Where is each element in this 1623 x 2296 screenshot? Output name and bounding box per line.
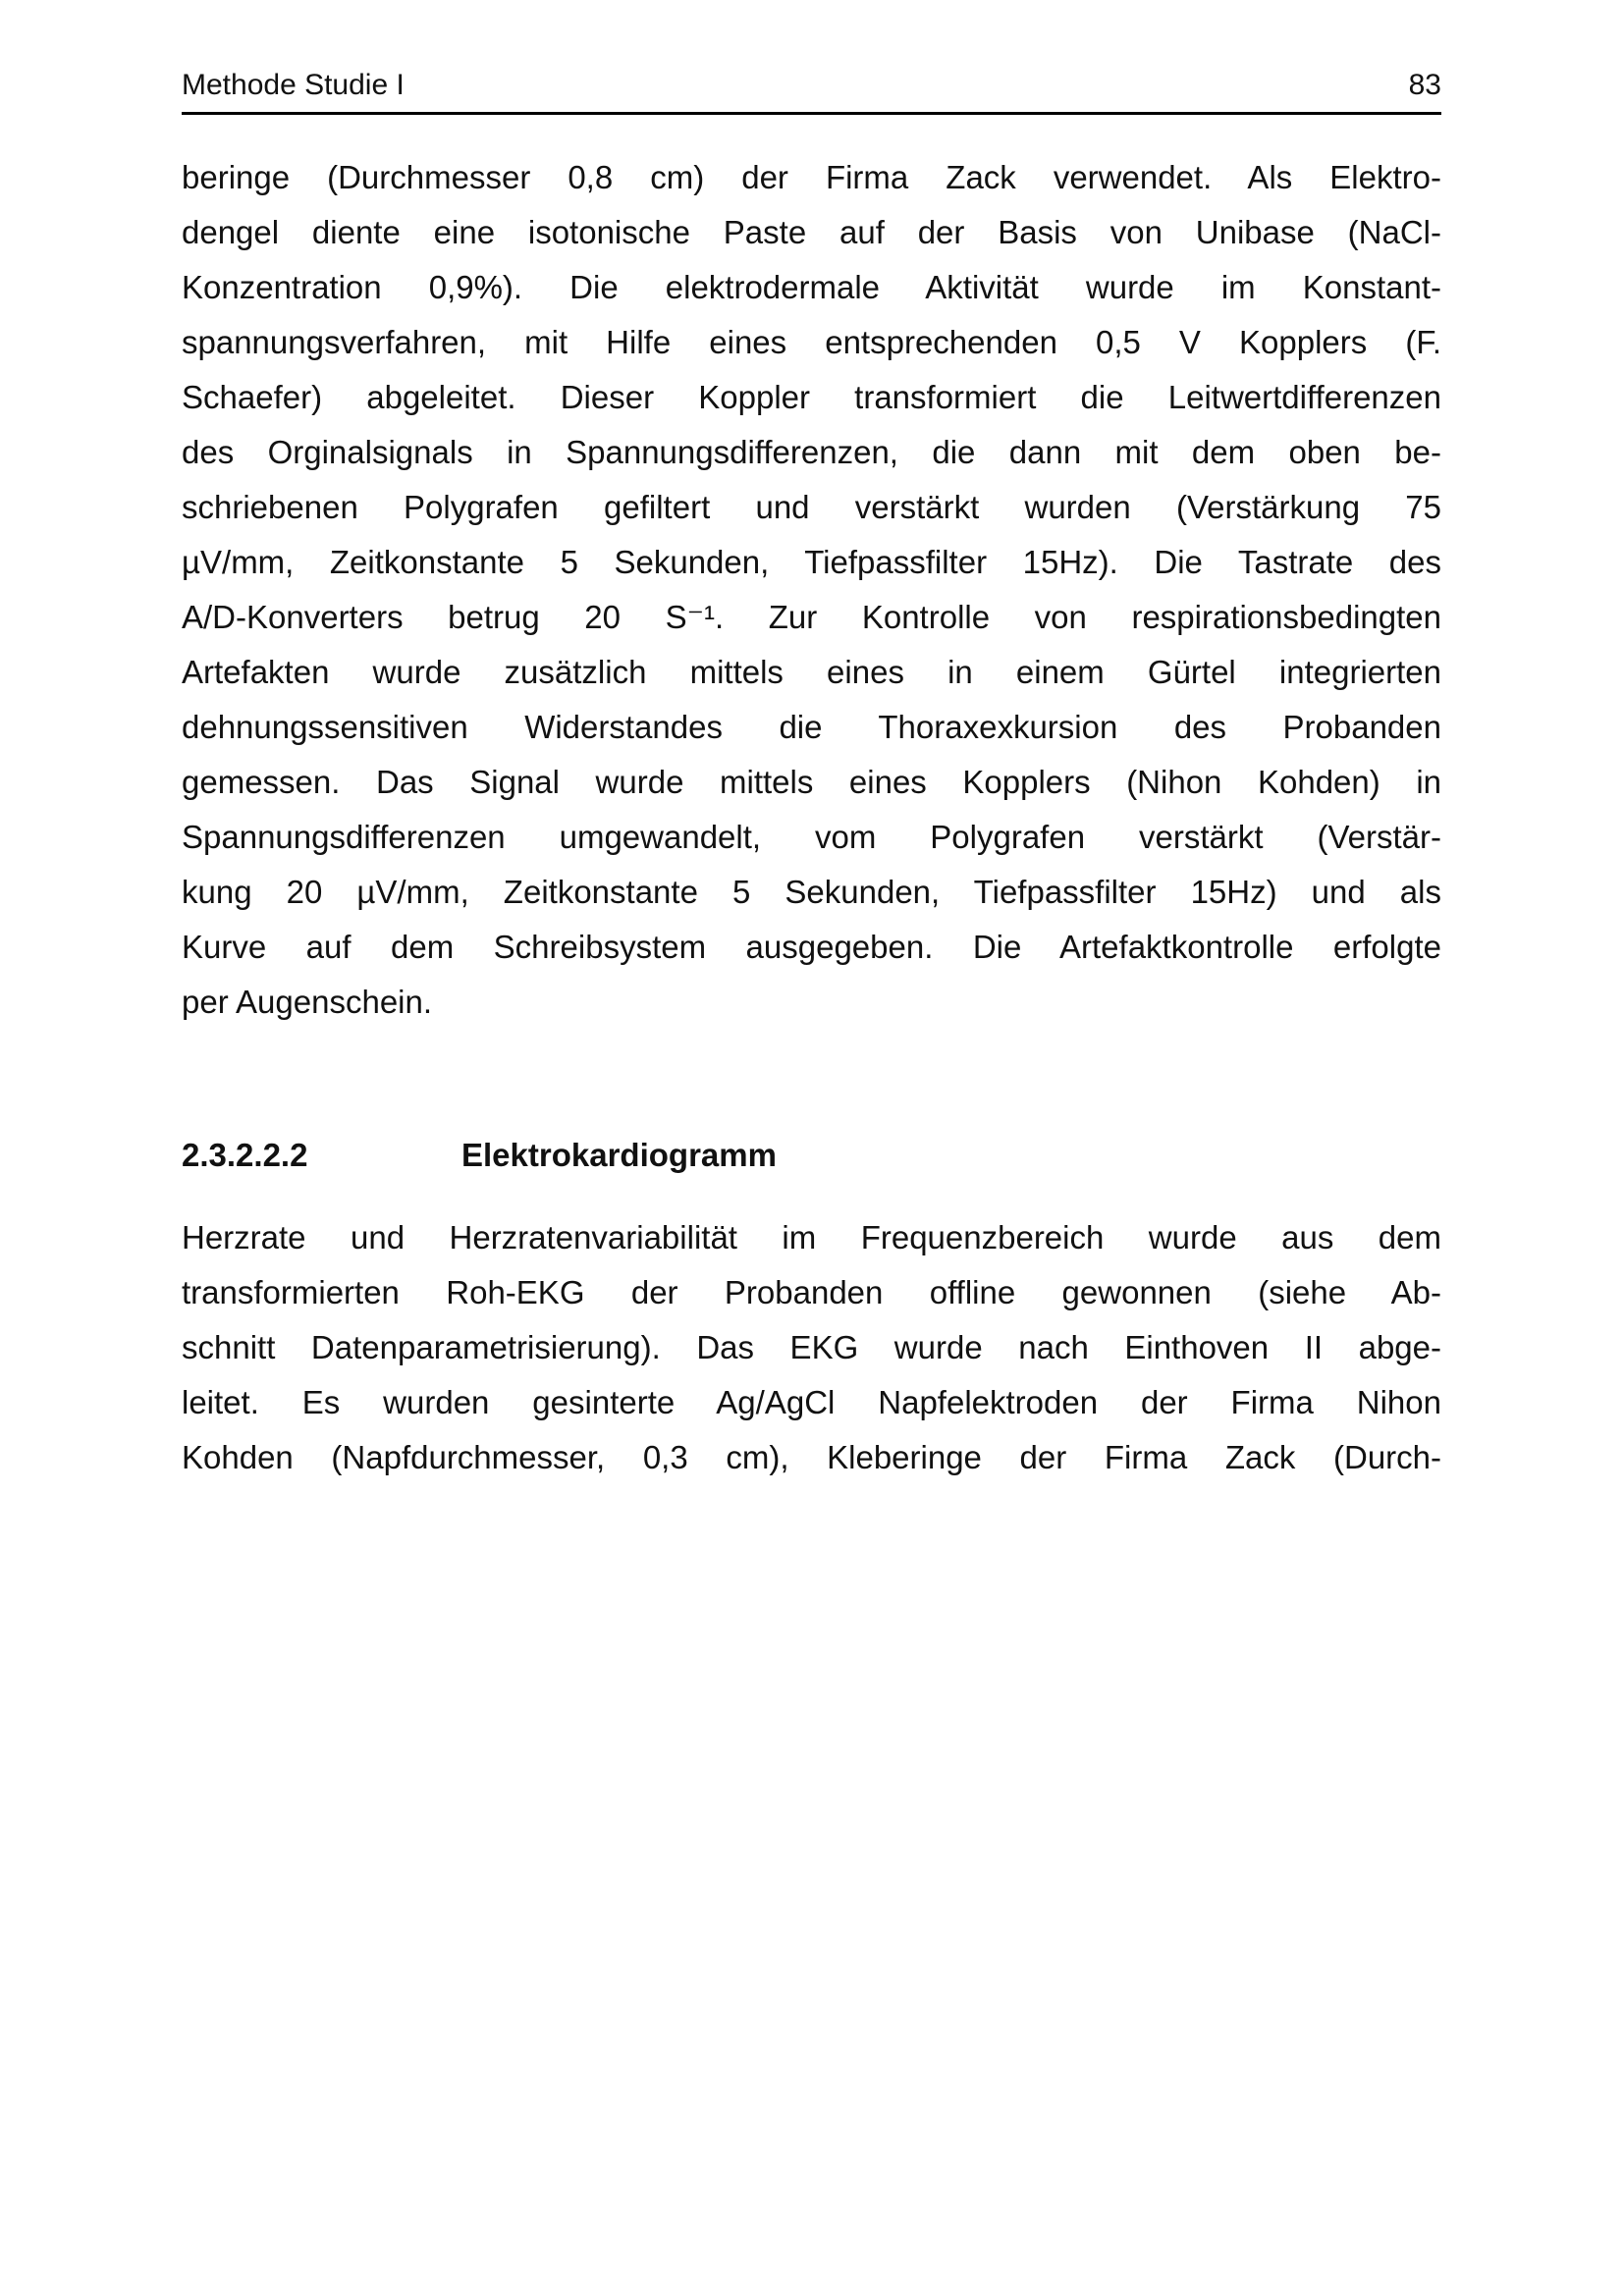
text-line: kung 20 µV/mm, Zeitkonstante 5 Sekunden, Tiefpassfilter 15Hz) und als: [182, 874, 1441, 910]
section-heading: [182, 1128, 1441, 1183]
document-page: [182, 69, 1441, 1485]
paragraph-electrocardiogram: [182, 1210, 1441, 1485]
text-line: Herzrate und Herzratenvariabilität im Frequenzbereich wurde aus dem: [182, 1219, 1441, 1255]
text-line: per Augenschein.: [182, 984, 433, 1020]
text-line: beringe (Durchmesser 0,8 cm) der Firma Zack verwendet. Als Elektro-: [182, 159, 1441, 195]
text-line: leitet. Es wurden gesinterte Ag/AgCl Napfelektroden der Firma Nihon: [182, 1384, 1441, 1420]
text-line: transformierten Roh-EKG der Probanden offline gewonnen (siehe Ab-: [182, 1274, 1441, 1310]
text-line: dehnungssensitiven Widerstandes die Thoraxexkursion des Probanden: [182, 709, 1441, 745]
text-line: Kurve auf dem Schreibsystem ausgegeben. Die Artefaktkontrolle erfolgte: [182, 929, 1441, 965]
text-line: dengel diente eine isotonische Paste auf der Basis von Unibase (NaCl-: [182, 214, 1441, 250]
text-line: spannungsverfahren, mit Hilfe eines entsprechenden 0,5 V Kopplers (F.: [182, 324, 1441, 360]
text-line: Konzentration 0,9%). Die elektrodermale Aktivität wurde im Konstant-: [182, 269, 1441, 305]
section-title: Elektrokardiogramm: [461, 1137, 777, 1173]
section-number: 2.3.2.2.2: [182, 1137, 308, 1173]
text-line: Spannungsdifferenzen umgewandelt, vom Polygrafen verstärkt (Verstär-: [182, 819, 1441, 855]
text-line: µV/mm, Zeitkonstante 5 Sekunden, Tiefpassfilter 15Hz). Die Tastrate des: [182, 544, 1441, 580]
paragraph-electrodermal-method: [182, 150, 1441, 1030]
text-line: des Orginalsignals in Spannungsdifferenzen, die dann mit dem oben be-: [182, 434, 1441, 470]
text-line: schnitt Datenparametrisierung). Das EKG wurde nach Einthoven II abge-: [182, 1329, 1441, 1365]
text-line: Kohden (Napfdurchmesser, 0,3 cm), Kleberinge der Firma Zack (Durch-: [182, 1439, 1441, 1475]
text-line: schriebenen Polygrafen gefiltert und verstärkt wurden (Verstärkung 75: [182, 489, 1441, 525]
text-line: A/D-Konverters betrug 20 S⁻¹. Zur Kontrolle von respirationsbedingten: [182, 599, 1441, 635]
running-header: [182, 69, 1441, 115]
page-number: 83: [1408, 69, 1441, 101]
text-line: Schaefer) abgeleitet. Dieser Koppler transformiert die Leitwertdifferenzen: [182, 379, 1441, 415]
text-line: gemessen. Das Signal wurde mittels eines Kopplers (Nihon Kohden) in: [182, 764, 1441, 800]
header-title: Methode Studie I: [182, 69, 405, 101]
text-line: Artefakten wurde zusätzlich mittels eines in einem Gürtel integrierten: [182, 654, 1441, 690]
